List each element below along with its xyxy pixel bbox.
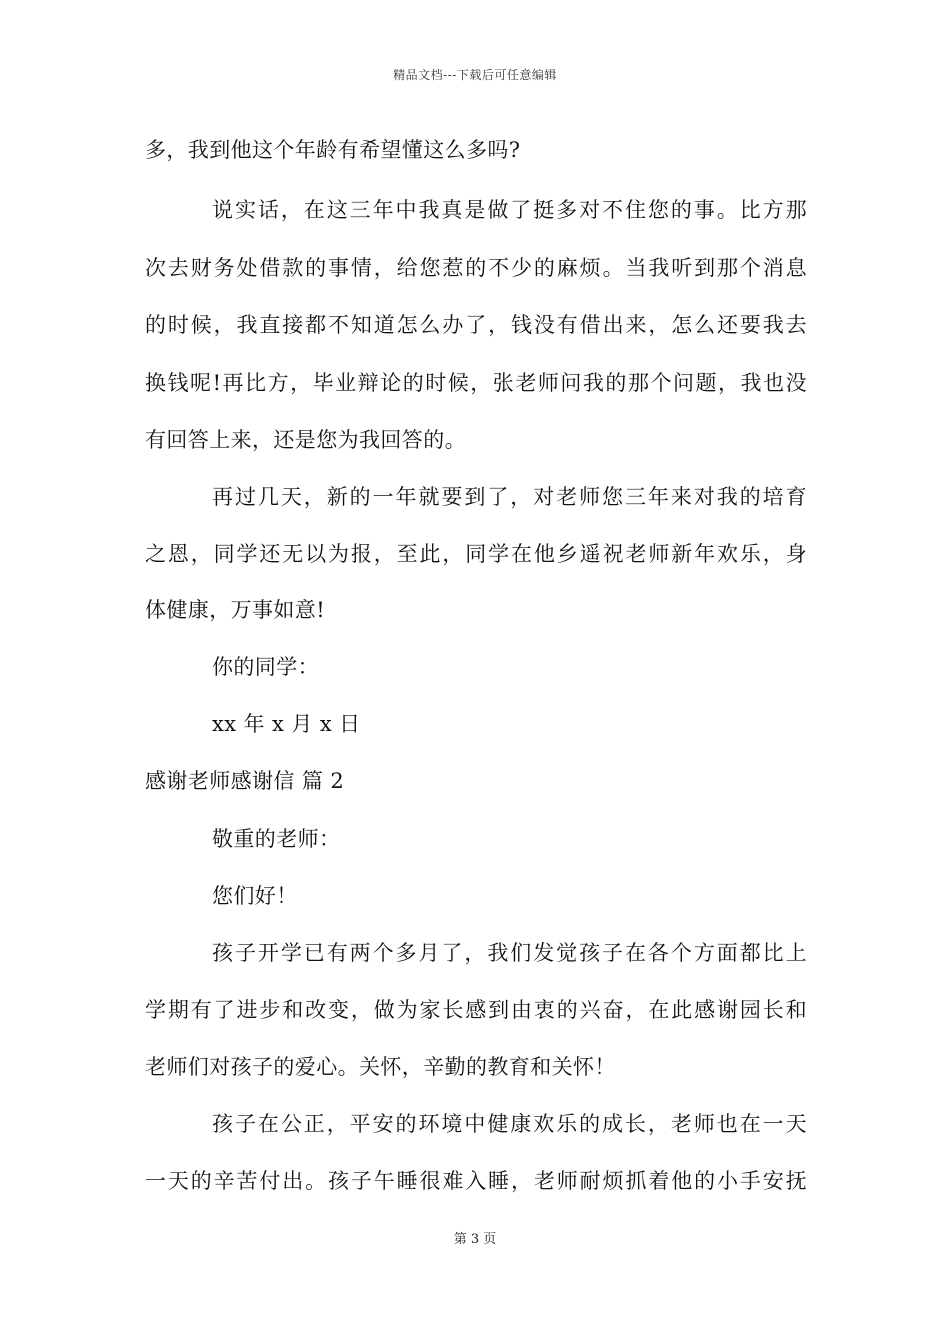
section-title: 感谢老师感谢信 篇 2	[145, 769, 345, 793]
paragraph-line: 多，我到他这个年龄有希望懂这么多吗?	[145, 138, 521, 162]
page-number: 第 3 页	[453, 1232, 497, 1247]
paragraph-line: 有回答上来，还是您为我回答的。	[145, 428, 466, 452]
signature-line: 你的同学：	[212, 655, 319, 679]
paragraph-line: 次去财务处借款的事情，给您惹的不少的麻烦。当我听到那个消息	[145, 256, 807, 280]
paragraph-line: 孩子在公正，平安的环境中健康欢乐的成长，老师也在一天	[212, 1112, 807, 1136]
paragraph-line: 的时候，我直接都不知道怎么办了，钱没有借出来，怎么还要我去	[145, 313, 807, 337]
paragraph-line: 说实话，在这三年中我真是做了挺多对不住您的事。比方那	[212, 198, 807, 222]
paragraph-line: 再过几天，新的一年就要到了，对老师您三年来对我的培育	[212, 485, 807, 509]
paragraph-line: 体健康，万事如意!	[145, 598, 326, 622]
greeting-line: 您们好！	[212, 884, 298, 908]
paragraph-line: 换钱呢!再比方，毕业辩论的时候，张老师问我的那个问题，我也没	[145, 371, 807, 395]
page-header: 精品文档---下载后可任意编辑	[393, 68, 557, 82]
paragraph-line: 之恩，同学还无以为报，至此，同学在他乡遥祝老师新年欢乐，身	[145, 542, 807, 566]
salutation-line: 敬重的老师：	[212, 827, 341, 851]
paragraph-line: 孩子开学已有两个多月了，我们发觉孩子在各个方面都比上	[212, 941, 807, 965]
paragraph-line: 一天的辛苦付出。孩子午睡很难入睡，老师耐烦抓着他的小手安抚	[145, 1169, 807, 1193]
paragraph-line: 老师们对孩子的爱心。关怀，辛勤的教育和关怀！	[145, 1055, 616, 1079]
date-line: xx 年 x 月 x 日	[212, 712, 361, 736]
paragraph-line: 学期有了进步和改变，做为家长感到由衷的兴奋，在此感谢园长和	[145, 998, 807, 1022]
